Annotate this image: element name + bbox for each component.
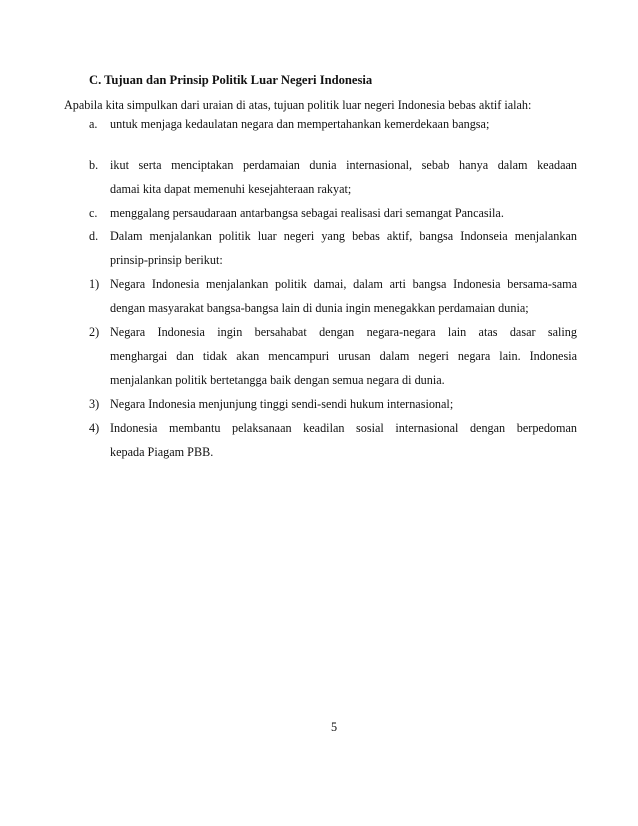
principle-item-3: [89, 392, 577, 416]
list-item-line: ikut serta menciptakan perdamaian dunia internasional, sebab hanya dalam keadaan: [110, 158, 577, 172]
list-marker: 3): [89, 397, 100, 411]
goal-item-b: [89, 153, 577, 201]
list-marker: 1): [89, 277, 100, 291]
list-item-line: kepada Piagam PBB.: [110, 445, 214, 459]
list-marker: b.: [89, 158, 99, 172]
list-item-line: prinsip-prinsip berikut:: [110, 253, 223, 267]
list-item-line: Negara Indonesia ingin bersahabat dengan negara-negara lain atas dasar saling: [110, 325, 577, 339]
list-item-text: menggalang persaudaraan antarbangsa sebagai realisasi dari semangat Pancasila.: [110, 206, 504, 220]
list-marker: d.: [89, 229, 99, 243]
list-marker: 4): [89, 421, 100, 435]
list-item-text: Negara Indonesia menjunjung tinggi sendi-sendi hukum internasional;: [110, 397, 454, 411]
list-item-line: dengan masyarakat bangsa-bangsa lain di dunia ingin menegakkan perdamaian dunia;: [110, 301, 529, 315]
list-item-line: Indonesia membantu pelaksanaan keadilan sosial internasional dengan berpedoman: [110, 421, 577, 435]
principle-item-2: [89, 320, 577, 392]
list-item-line: menjalankan politik bertetangga baik dengan semua negara di dunia.: [110, 373, 445, 387]
goal-item-d: [89, 224, 577, 272]
section-heading: C. Tujuan dan Prinsip Politik Luar Negeri Indonesia: [89, 73, 373, 87]
list-marker: c.: [89, 206, 98, 220]
principle-item-1: [89, 272, 577, 320]
goal-item-c: [89, 201, 577, 225]
section-intro: Apabila kita simpulkan dari uraian di atas, tujuan politik luar negeri Indonesia bebas aktif ialah:: [64, 98, 532, 112]
list-item-text: untuk menjaga kedaulatan negara dan mempertahankan kemerdekaan bangsa;: [110, 117, 490, 131]
list-marker: 2): [89, 325, 100, 339]
list-item-line: Dalam menjalankan politik luar negeri yang bebas aktif, bangsa Indonseia menjalankan: [110, 229, 577, 243]
goal-item-a: [89, 112, 577, 136]
principle-item-4: [89, 416, 577, 464]
list-marker: a.: [89, 117, 98, 131]
page-number: 5: [331, 720, 338, 734]
list-item-line: menghargai dan tidak akan mencampuri urusan dalam negeri negara lain. Indonesia: [110, 349, 577, 363]
list-item-line: damai kita dapat memenuhi kesejahteraan rakyat;: [110, 182, 352, 196]
list-item-line: Negara Indonesia menjalankan politik damai, dalam arti bangsa Indonesia bersama-sama: [110, 277, 577, 291]
